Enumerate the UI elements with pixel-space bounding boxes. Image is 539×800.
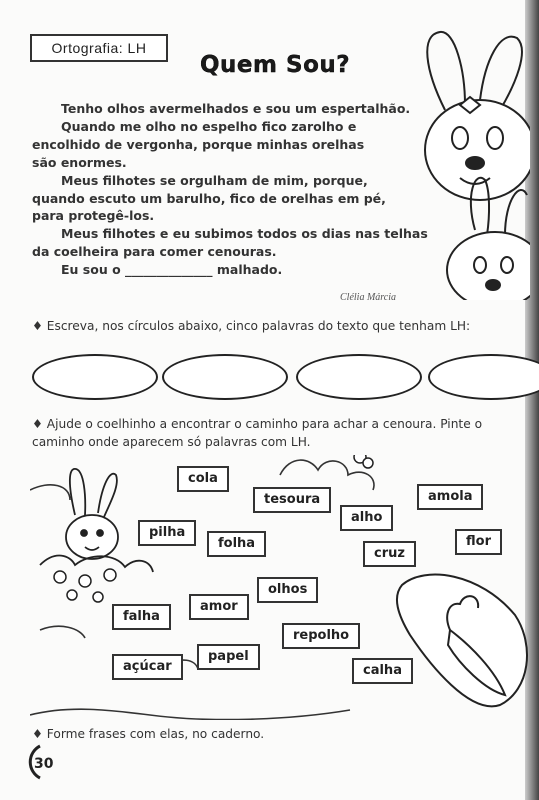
poem-line: encolhido de vergonha, porque minhas orelhas [32,136,365,152]
exercise-3-instruction: ♦ Forme frases com elas, no caderno. [32,727,265,741]
poem-line: Meus filhotes e eu subimos todos os dias nas telhas [61,226,428,242]
maze-word[interactable]: cruz [363,541,416,567]
answer-circle-1[interactable] [32,354,158,400]
maze-word[interactable]: calha [352,658,413,684]
poem-line: Quando me olho no espelho fico zarolho e [61,118,357,134]
maze-word[interactable]: açúcar [112,654,183,680]
poem-line: da coelheira para comer cenouras. [32,244,277,260]
exercise-2-instruction-line-2: caminho onde aparecem só palavras com LH. [32,435,311,449]
maze-word[interactable]: alho [340,505,393,531]
poem-line: para protegê-los. [32,208,155,224]
author-credit: Clélia Márcia [340,292,397,303]
poem-line: Meus filhotes se orgulham de mim, porque, [61,172,368,188]
poem-line: Eu sou o ______________ malhado. [61,262,283,278]
answer-circle-4[interactable] [428,354,539,400]
maze-word[interactable]: flor [455,529,502,555]
poem-line: quando escuto um barulho, fico de orelhas em pé, [32,190,386,206]
poem-text [32,100,452,279]
exercise-2-instruction-line-1: ♦ Ajude o coelhinho a encontrar o caminho para achar a cenoura. Pinte o [32,417,483,431]
maze-word[interactable]: amola [417,484,483,510]
maze-word[interactable]: papel [197,644,260,670]
page-title: Quem Sou? [200,52,351,78]
maze-word[interactable]: amor [189,594,249,620]
carrot-illustration [397,575,527,707]
topic-tag: Ortografia: LH [30,34,168,62]
maze-word[interactable]: falha [112,604,171,630]
small-rabbit-illustration [40,469,153,572]
exercise-1-instruction: ♦ Escreva, nos círculos abaixo, cinco palavras do texto que tenham LH: [32,319,471,333]
maze-word[interactable]: olhos [257,577,318,603]
maze-word[interactable]: tesoura [253,487,331,513]
maze-word[interactable]: folha [207,531,266,557]
poem-line: são enormes. [32,154,127,170]
answer-circle-3[interactable] [296,354,422,400]
page-number: 30 [34,756,54,772]
maze-word[interactable]: repolho [282,623,360,649]
maze-word[interactable]: cola [177,466,229,492]
answer-circle-2[interactable] [162,354,288,400]
poem-line: Tenho olhos avermelhados e sou um espertalhão. [61,101,411,116]
maze-word[interactable]: pilha [138,520,196,546]
